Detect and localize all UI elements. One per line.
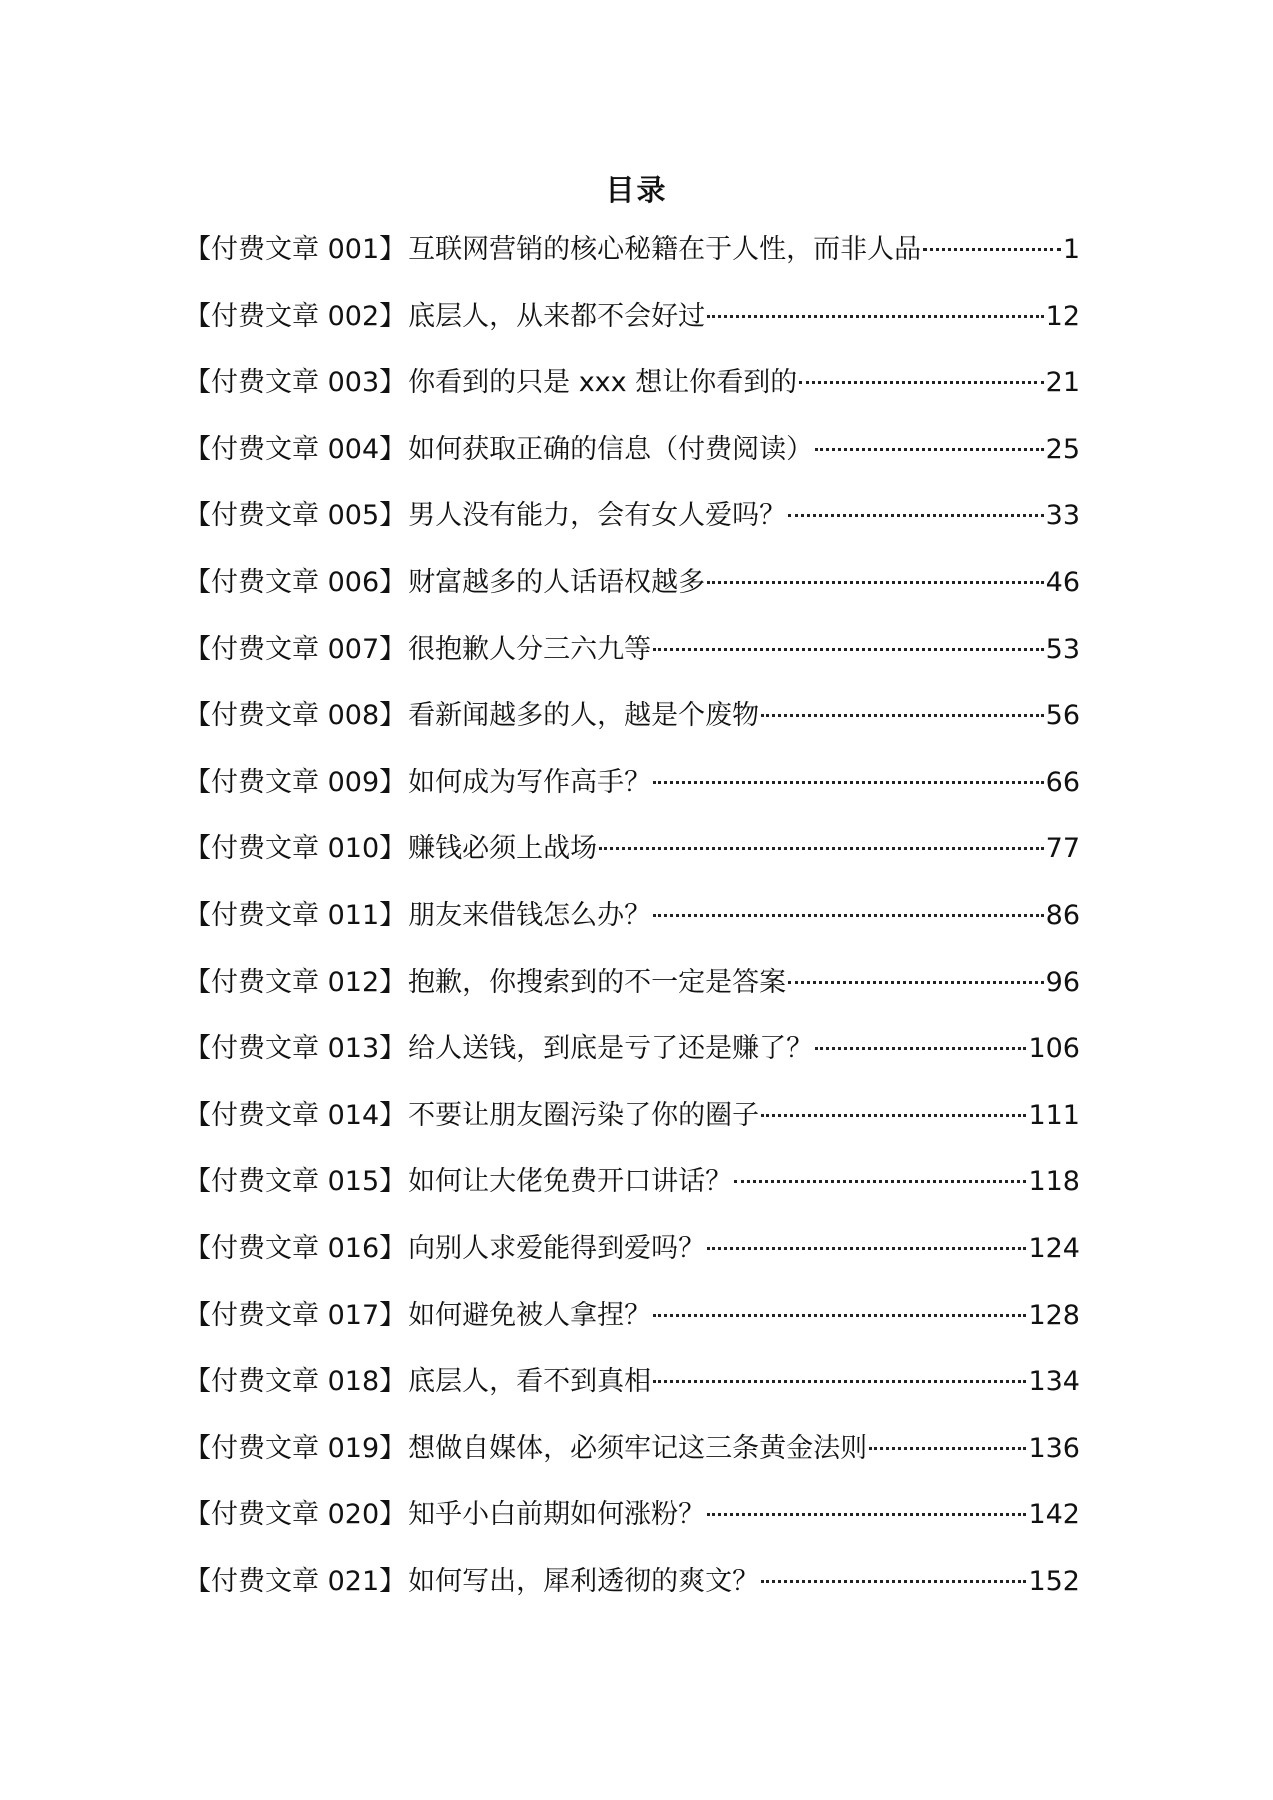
toc-entry-label: 【付费文章 015】 bbox=[184, 1166, 407, 1198]
toc-entry[interactable] bbox=[184, 1227, 1080, 1294]
toc-entry[interactable] bbox=[184, 1294, 1080, 1361]
toc-entry-label: 【付费文章 017】 bbox=[184, 1299, 407, 1331]
toc-entry-label: 【付费文章 019】 bbox=[184, 1432, 407, 1464]
toc-entry-label: 【付费文章 016】 bbox=[184, 1232, 407, 1264]
toc-dot-leader bbox=[707, 581, 1044, 584]
toc-entry-heading: 互联网营销的核心秘籍在于人性，而非人品 bbox=[408, 234, 922, 265]
toc-entry[interactable] bbox=[184, 894, 1080, 961]
toc-dot-leader bbox=[815, 1047, 1026, 1050]
toc-entry-heading: 看新闻越多的人，越是个废物 bbox=[408, 700, 760, 732]
toc-entry-heading: 朋友来借钱怎么办？ bbox=[408, 899, 652, 931]
toc-entry-label: 【付费文章 004】 bbox=[184, 433, 407, 465]
toc-entry-page-number: 66 bbox=[1045, 766, 1080, 798]
toc-entry-label: 【付费文章 003】 bbox=[184, 367, 407, 399]
table-of-contents bbox=[184, 228, 1080, 1626]
toc-entry-label: 【付费文章 020】 bbox=[184, 1499, 407, 1531]
toc-entry-heading: 想做自媒体，必须牢记这三条黄金法则 bbox=[408, 1432, 868, 1464]
toc-dot-leader bbox=[599, 847, 1044, 850]
toc-dot-leader bbox=[653, 781, 1044, 784]
toc-dot-leader bbox=[788, 981, 1044, 984]
toc-entry[interactable] bbox=[184, 494, 1080, 561]
toc-entry-heading: 如何写出，犀利透彻的爽文？ bbox=[408, 1565, 760, 1597]
toc-entry[interactable] bbox=[184, 1027, 1080, 1094]
toc-entry-label: 【付费文章 018】 bbox=[184, 1366, 407, 1398]
toc-entry-heading: 不要让朋友圈污染了你的圈子 bbox=[408, 1099, 760, 1131]
toc-entry-label: 【付费文章 009】 bbox=[184, 766, 407, 798]
toc-dot-leader bbox=[869, 1447, 1026, 1450]
toc-dot-leader bbox=[653, 1314, 1026, 1317]
toc-dot-leader bbox=[653, 1380, 1026, 1383]
toc-entry-heading: 赚钱必须上战场 bbox=[408, 833, 598, 865]
toc-entry[interactable] bbox=[184, 428, 1080, 495]
toc-entry-heading: 如何获取正确的信息（付费阅读） bbox=[408, 433, 814, 465]
toc-entry-page-number: 21 bbox=[1045, 367, 1080, 399]
toc-dot-leader bbox=[923, 248, 1061, 251]
toc-entry[interactable] bbox=[184, 361, 1080, 428]
toc-entry[interactable] bbox=[184, 1094, 1080, 1161]
toc-entry-heading: 给人送钱，到底是亏了还是赚了？ bbox=[408, 1033, 814, 1065]
toc-dot-leader bbox=[815, 448, 1044, 451]
toc-entry[interactable] bbox=[184, 827, 1080, 894]
toc-entry-page-number: 77 bbox=[1045, 833, 1080, 865]
toc-entry-page-number: 136 bbox=[1028, 1432, 1080, 1464]
toc-entry[interactable] bbox=[184, 561, 1080, 628]
toc-entry-page-number: 111 bbox=[1028, 1099, 1080, 1131]
toc-dot-leader bbox=[761, 1114, 1026, 1117]
toc-entry-page-number: 33 bbox=[1045, 500, 1080, 532]
toc-dot-leader bbox=[799, 381, 1043, 384]
toc-entry[interactable] bbox=[184, 295, 1080, 362]
toc-dot-leader bbox=[788, 514, 1044, 517]
toc-entry-page-number: 1 bbox=[1062, 234, 1080, 265]
toc-entry-label: 【付费文章 010】 bbox=[184, 833, 407, 865]
toc-entry-heading: 底层人，看不到真相 bbox=[408, 1366, 652, 1398]
toc-entry-label: 【付费文章 007】 bbox=[184, 633, 407, 665]
toc-dot-leader bbox=[707, 1247, 1026, 1250]
toc-entry-label: 【付费文章 021】 bbox=[184, 1565, 407, 1597]
toc-entry-page-number: 86 bbox=[1045, 899, 1080, 931]
toc-entry-page-number: 152 bbox=[1028, 1565, 1080, 1597]
toc-entry-heading: 如何让大佬免费开口讲话？ bbox=[408, 1166, 733, 1198]
toc-entry-label: 【付费文章 013】 bbox=[184, 1033, 407, 1065]
toc-dot-leader bbox=[734, 1180, 1026, 1183]
toc-entry-label: 【付费文章 011】 bbox=[184, 899, 407, 931]
toc-entry-page-number: 134 bbox=[1028, 1366, 1080, 1398]
toc-entry-heading: 知乎小白前期如何涨粉？ bbox=[408, 1499, 706, 1531]
toc-entry-label: 【付费文章 012】 bbox=[184, 966, 407, 998]
toc-entry-heading: 很抱歉人分三六九等 bbox=[408, 633, 652, 665]
toc-entry-heading: 如何成为写作高手？ bbox=[408, 766, 652, 798]
toc-dot-leader bbox=[707, 1513, 1026, 1516]
toc-entry-page-number: 118 bbox=[1028, 1166, 1080, 1198]
toc-entry[interactable] bbox=[184, 1493, 1080, 1560]
toc-entry-page-number: 142 bbox=[1028, 1499, 1080, 1531]
toc-entry-page-number: 128 bbox=[1028, 1299, 1080, 1331]
toc-entry-page-number: 96 bbox=[1045, 966, 1080, 998]
toc-entry-heading: 男人没有能力，会有女人爱吗？ bbox=[408, 500, 787, 532]
toc-entry-heading: 抱歉，你搜索到的不一定是答案 bbox=[408, 966, 787, 998]
toc-entry-page-number: 25 bbox=[1045, 433, 1080, 465]
page-title: 目录 bbox=[605, 173, 668, 207]
toc-entry-page-number: 106 bbox=[1028, 1033, 1080, 1065]
toc-dot-leader bbox=[653, 648, 1044, 651]
toc-entry-label: 【付费文章 005】 bbox=[184, 500, 407, 532]
toc-entry-heading: 向别人求爱能得到爱吗？ bbox=[408, 1232, 706, 1264]
toc-dot-leader bbox=[707, 315, 1044, 318]
toc-entry-label: 【付费文章 001】 bbox=[184, 234, 407, 265]
toc-entry-page-number: 12 bbox=[1045, 300, 1080, 332]
toc-entry[interactable] bbox=[184, 694, 1080, 761]
toc-entry-page-number: 124 bbox=[1028, 1232, 1080, 1264]
toc-dot-leader bbox=[653, 914, 1044, 917]
toc-entry-label: 【付费文章 014】 bbox=[184, 1099, 407, 1131]
toc-entry-heading: 底层人，从来都不会好过 bbox=[408, 300, 706, 332]
toc-entry[interactable] bbox=[184, 761, 1080, 828]
toc-entry[interactable] bbox=[184, 1560, 1080, 1627]
toc-entry[interactable] bbox=[184, 628, 1080, 695]
toc-entry-label: 【付费文章 006】 bbox=[184, 566, 407, 598]
toc-dot-leader bbox=[761, 714, 1044, 717]
toc-entry-label: 【付费文章 002】 bbox=[184, 300, 407, 332]
toc-entry[interactable] bbox=[184, 961, 1080, 1028]
toc-entry[interactable] bbox=[184, 1427, 1080, 1494]
toc-entry[interactable] bbox=[184, 1160, 1080, 1227]
toc-entry-page-number: 53 bbox=[1045, 633, 1080, 665]
toc-entry-page-number: 46 bbox=[1045, 566, 1080, 598]
toc-entry-page-number: 56 bbox=[1045, 700, 1080, 732]
toc-entry-heading: 财富越多的人话语权越多 bbox=[408, 566, 706, 598]
toc-entry-label: 【付费文章 008】 bbox=[184, 700, 407, 732]
toc-entry[interactable] bbox=[184, 1360, 1080, 1427]
toc-entry-heading: 如何避免被人拿捏？ bbox=[408, 1299, 652, 1331]
toc-dot-leader bbox=[761, 1580, 1026, 1583]
toc-entry[interactable] bbox=[184, 228, 1080, 295]
toc-entry-heading: 你看到的只是 xxx 想让你看到的 bbox=[408, 367, 798, 399]
